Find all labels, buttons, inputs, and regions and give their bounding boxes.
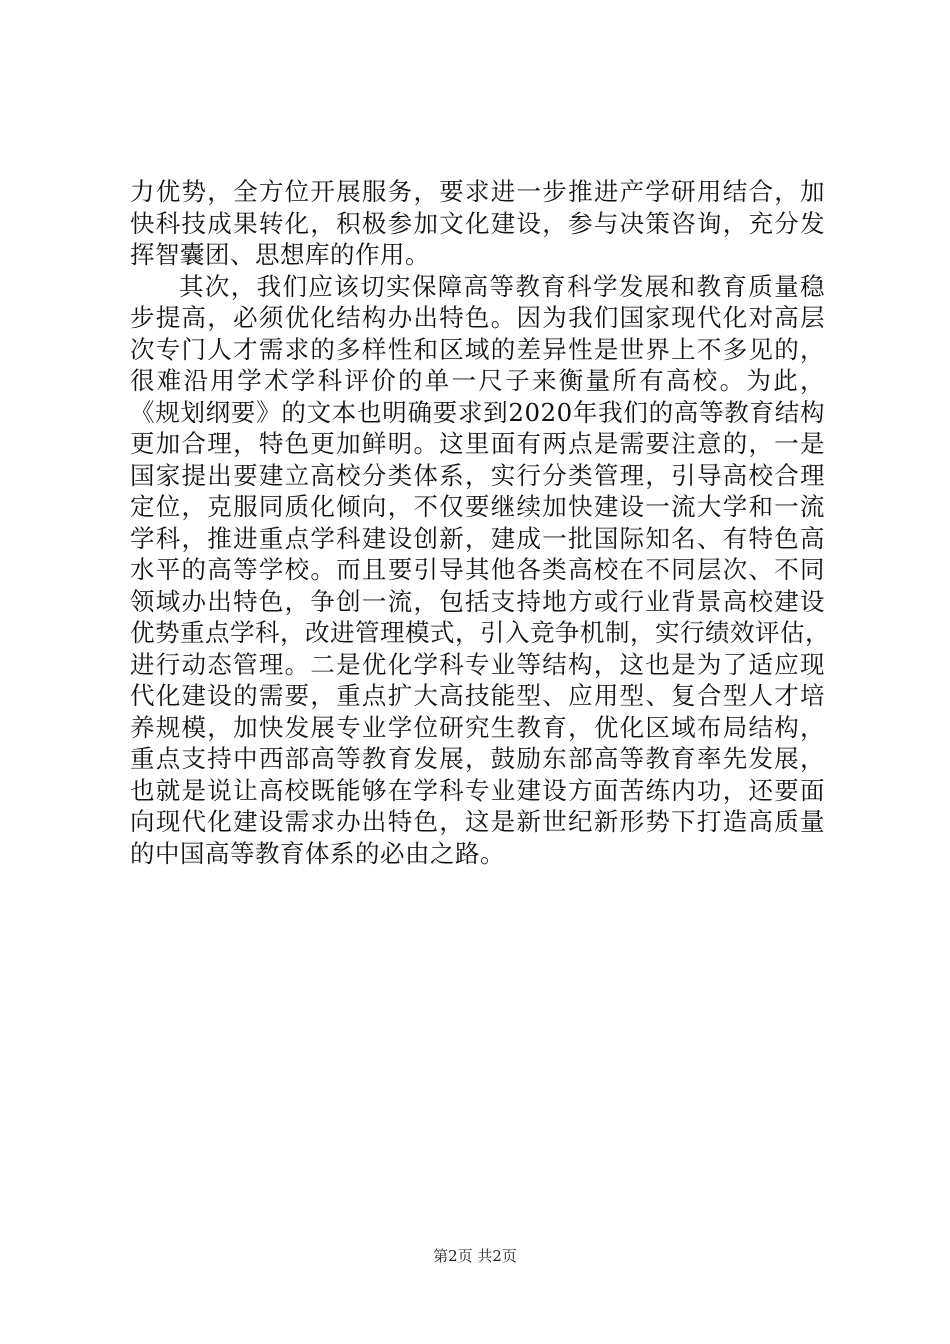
text-line: 重点支持中西部高等教育发展，鼓励东部高等教育率先发展， xyxy=(130,744,825,773)
text-line: 很难沿用学术学科评价的单一尺子来衡量所有高校。为此， xyxy=(130,366,825,395)
text-line: 优势重点学科，改进管理模式，引入竞争机制，实行绩效评估， xyxy=(130,618,830,647)
text-line: 更加合理，特色更加鲜明。这里面有两点是需要注意的，一是 xyxy=(130,429,825,458)
text-line: 力优势，全方位开展服务，要求进一步推进产学研用结合，加 xyxy=(130,177,825,206)
text-line: 养规模，加快发展专业学位研究生教育，优化区域布局结构， xyxy=(130,712,825,742)
text-line: 进行动态管理。二是优化学科专业等结构，这也是为了适应现 xyxy=(130,649,825,679)
text-line: 快科技成果转化，积极参加文化建设，参与决策咨询，充分发 xyxy=(130,208,825,238)
text-line: 也就是说让高校既能够在学科专业建设方面苦练内功，还要面 xyxy=(130,775,825,805)
text-line: 学科，推进重点学科建设创新，建成一批国际知名、有特色高 xyxy=(130,523,825,553)
text-line: 其次，我们应该切实保障高等教育科学发展和教育质量稳 xyxy=(179,271,825,301)
text-line: 定位，克服同质化倾向，不仅要继续加快建设一流大学和一流 xyxy=(130,492,825,521)
text-line: 挥智囊团、思想库的作用。 xyxy=(130,240,430,269)
text-line: 水平的高等学校。而且要引导其他各类高校在不同层次、不同 xyxy=(130,555,825,584)
text-line: 步提高，必须优化结构办出特色。因为我们国家现代化对高层 xyxy=(130,303,825,332)
text-line: 向现代化建设需求办出特色，这是新世纪新形势下打造高质量 xyxy=(130,807,825,836)
text-line: 的中国高等教育体系的必由之路。 xyxy=(130,838,505,868)
text-line: 《规划纲要》的文本也明确要求到2020年我们的高等教育结构 xyxy=(130,397,825,427)
page-number-footer: 第2页 共2页 xyxy=(433,1247,517,1265)
text-line: 国家提出要建立高校分类体系，实行分类管理，引导高校合理 xyxy=(130,460,825,490)
text-line: 领域办出特色，争创一流，包括支持地方或行业背景高校建设 xyxy=(130,586,825,616)
body-text xyxy=(130,176,830,869)
text-line: 代化建设的需要，重点扩大高技能型、应用型、复合型人才培 xyxy=(130,681,825,710)
text-line: 次专门人才需求的多样性和区域的差异性是世界上不多见的， xyxy=(130,334,825,364)
